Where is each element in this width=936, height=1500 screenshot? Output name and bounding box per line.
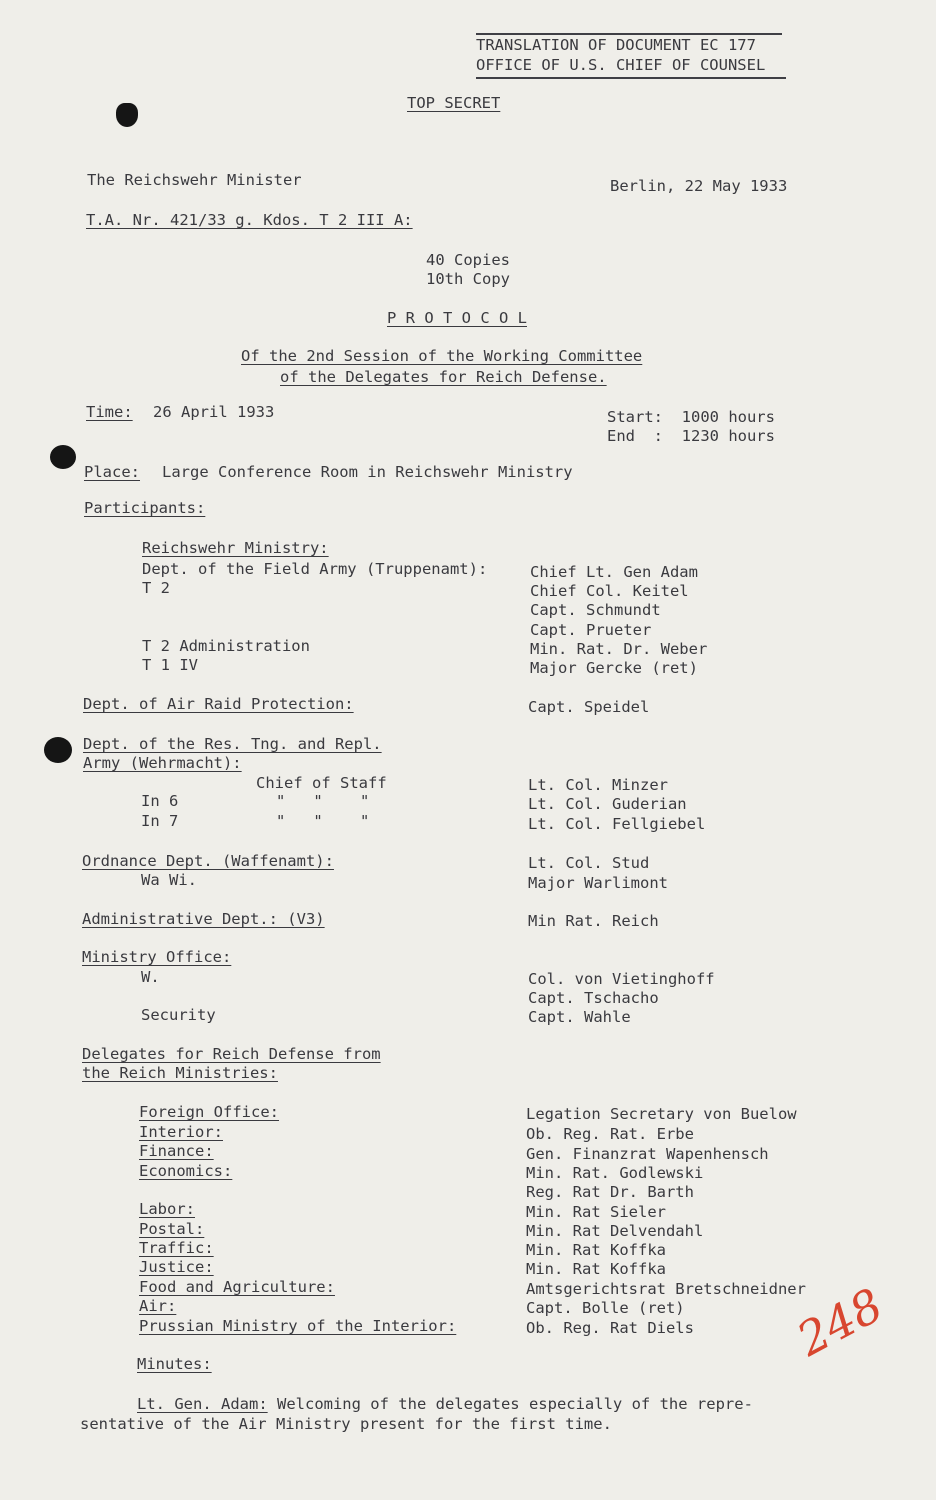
time-label: Time:: [86, 403, 133, 421]
participant-name: Lt. Col. Fellgiebel: [528, 815, 706, 833]
participant-name: Min. Rat. Dr. Weber: [530, 640, 708, 658]
place-date: Berlin, 22 May 1933: [610, 177, 788, 195]
delegate-name: Legation Secretary von Buelow: [526, 1105, 797, 1123]
in7-label: In 7: [141, 812, 179, 830]
subtitle-line-1: Of the 2nd Session of the Working Committee: [241, 347, 643, 365]
ministry-label: Labor:: [139, 1200, 195, 1218]
participant-name: Capt. Schmundt: [530, 601, 661, 619]
participant-name: Min Rat. Reich: [528, 912, 659, 930]
t2-admin-label: T 2 Administration: [142, 637, 310, 655]
field-army-label: Dept. of the Field Army (Truppenamt):: [142, 560, 488, 578]
delegate-name: Ob. Reg. Rat. Erbe: [526, 1125, 694, 1143]
ministry-office-label: Ministry Office:: [82, 948, 232, 966]
delegate-name: Ob. Reg. Rat Diels: [526, 1319, 694, 1337]
ministry-label: Finance:: [139, 1142, 214, 1160]
minutes-heading: Minutes:: [137, 1355, 212, 1373]
delegate-name: Min. Rat Koffka: [526, 1241, 666, 1259]
translation-line-2: OFFICE OF U.S. CHIEF OF COUNSEL: [476, 56, 766, 74]
delegate-name: Capt. Bolle (ret): [526, 1299, 685, 1317]
participant-name: Col. von Vietinghoff: [528, 970, 715, 988]
minutes-line-1: [137, 1395, 753, 1415]
participant-name: Lt. Col. Stud: [528, 854, 650, 872]
copy-number: 10th Copy: [426, 270, 510, 288]
ministry-label: Prussian Ministry of the Interior:: [139, 1317, 457, 1335]
speaker-label: Lt. Gen. Adam:: [137, 1395, 268, 1413]
delegate-name: Min. Rat. Godlewski: [526, 1164, 704, 1182]
ordnance-sub: Wa Wi.: [141, 871, 197, 889]
file-reference: T.A. Nr. 421/33 g. Kdos. T 2 III A:: [86, 211, 413, 229]
participant-name: Capt. Tschacho: [528, 989, 659, 1007]
ministry-label: Interior:: [139, 1123, 223, 1141]
chief-of-staff-label: Chief of Staff: [256, 774, 387, 792]
ministry-label: Air:: [139, 1297, 177, 1315]
minutes-line-2: sentative of the Air Ministry present for the first time.: [80, 1415, 612, 1433]
delegate-name: Min. Rat Koffka: [526, 1260, 666, 1278]
administrative-label: Administrative Dept.: (V3): [82, 910, 325, 928]
delegate-name: Amtsgerichtsrat Bretschneidner: [526, 1280, 806, 1298]
subtitle-line-2: of the Delegates for Reich Defense.: [280, 368, 607, 386]
translation-line-1: TRANSLATION OF DOCUMENT EC 177: [476, 36, 756, 54]
punch-hole: [50, 445, 76, 469]
participants-heading: Participants:: [84, 499, 206, 517]
ditto-marks: " " ": [276, 792, 370, 810]
delegate-name: Gen. Finanzrat Wapenhensch: [526, 1145, 769, 1163]
participant-name: Capt. Speidel: [528, 698, 650, 716]
header-top-rule: [476, 33, 782, 35]
ministry-label: Justice:: [139, 1258, 214, 1276]
reserve-label-1: Dept. of the Res. Tng. and Repl.: [83, 735, 382, 753]
in6-label: In 6: [141, 792, 179, 810]
time-value: 26 April 1933: [153, 403, 275, 421]
participant-name: Chief Lt. Gen Adam: [530, 563, 698, 581]
ministry-label: Foreign Office:: [139, 1103, 279, 1121]
reichswehr-heading: Reichswehr Ministry:: [142, 539, 329, 557]
handwritten-page-number: 248: [788, 1277, 892, 1367]
participant-name: Lt. Col. Minzer: [528, 776, 668, 794]
copies-count: 40 Copies: [426, 251, 510, 269]
ministry-label: Food and Agriculture:: [139, 1278, 335, 1296]
participant-name: Capt. Prueter: [530, 621, 652, 639]
security-label: Security: [141, 1006, 216, 1024]
t1-label: T 1 IV: [142, 656, 198, 674]
t2-label: T 2: [142, 579, 170, 597]
ministry-label: Economics:: [139, 1162, 233, 1180]
sender: The Reichswehr Minister: [87, 171, 302, 189]
ministry-label: Traffic:: [139, 1239, 214, 1257]
participant-name: Major Gercke (ret): [530, 659, 698, 677]
place-label: Place:: [84, 463, 140, 481]
delegate-name: Min. Rat Delvendahl: [526, 1222, 704, 1240]
participant-name: Chief Col. Keitel: [530, 582, 689, 600]
document-title: P R O T O C O L: [387, 309, 527, 327]
place-value: Large Conference Room in Reichswehr Ministry: [162, 463, 573, 481]
participant-name: Capt. Wahle: [528, 1008, 631, 1026]
participant-name: Major Warlimont: [528, 874, 668, 892]
ordnance-label: Ordnance Dept. (Waffenamt):: [82, 852, 334, 870]
participant-name: Lt. Col. Guderian: [528, 795, 687, 813]
punch-hole: [44, 737, 72, 763]
delegates-heading-1: Delegates for Reich Defense from: [82, 1045, 381, 1063]
end-time: End : 1230 hours: [607, 427, 775, 445]
delegate-name: Reg. Rat Dr. Barth: [526, 1183, 694, 1201]
delegates-heading-2: the Reich Ministries:: [82, 1064, 278, 1082]
header-bottom-rule: [476, 77, 786, 79]
ditto-marks: " " ": [276, 812, 370, 830]
minutes-text-1: Welcoming of the delegates especially of the repre-: [267, 1395, 753, 1413]
classification-label: TOP SECRET: [407, 94, 501, 112]
air-raid-label: Dept. of Air Raid Protection:: [83, 695, 354, 713]
ink-mark: [116, 103, 138, 127]
start-time: Start: 1000 hours: [607, 408, 775, 426]
ministry-label: Postal:: [139, 1220, 205, 1238]
ministry-office-sub: W.: [141, 968, 160, 986]
delegate-name: Min. Rat Sieler: [526, 1203, 666, 1221]
reserve-label-2: Army (Wehrmacht):: [83, 754, 242, 772]
